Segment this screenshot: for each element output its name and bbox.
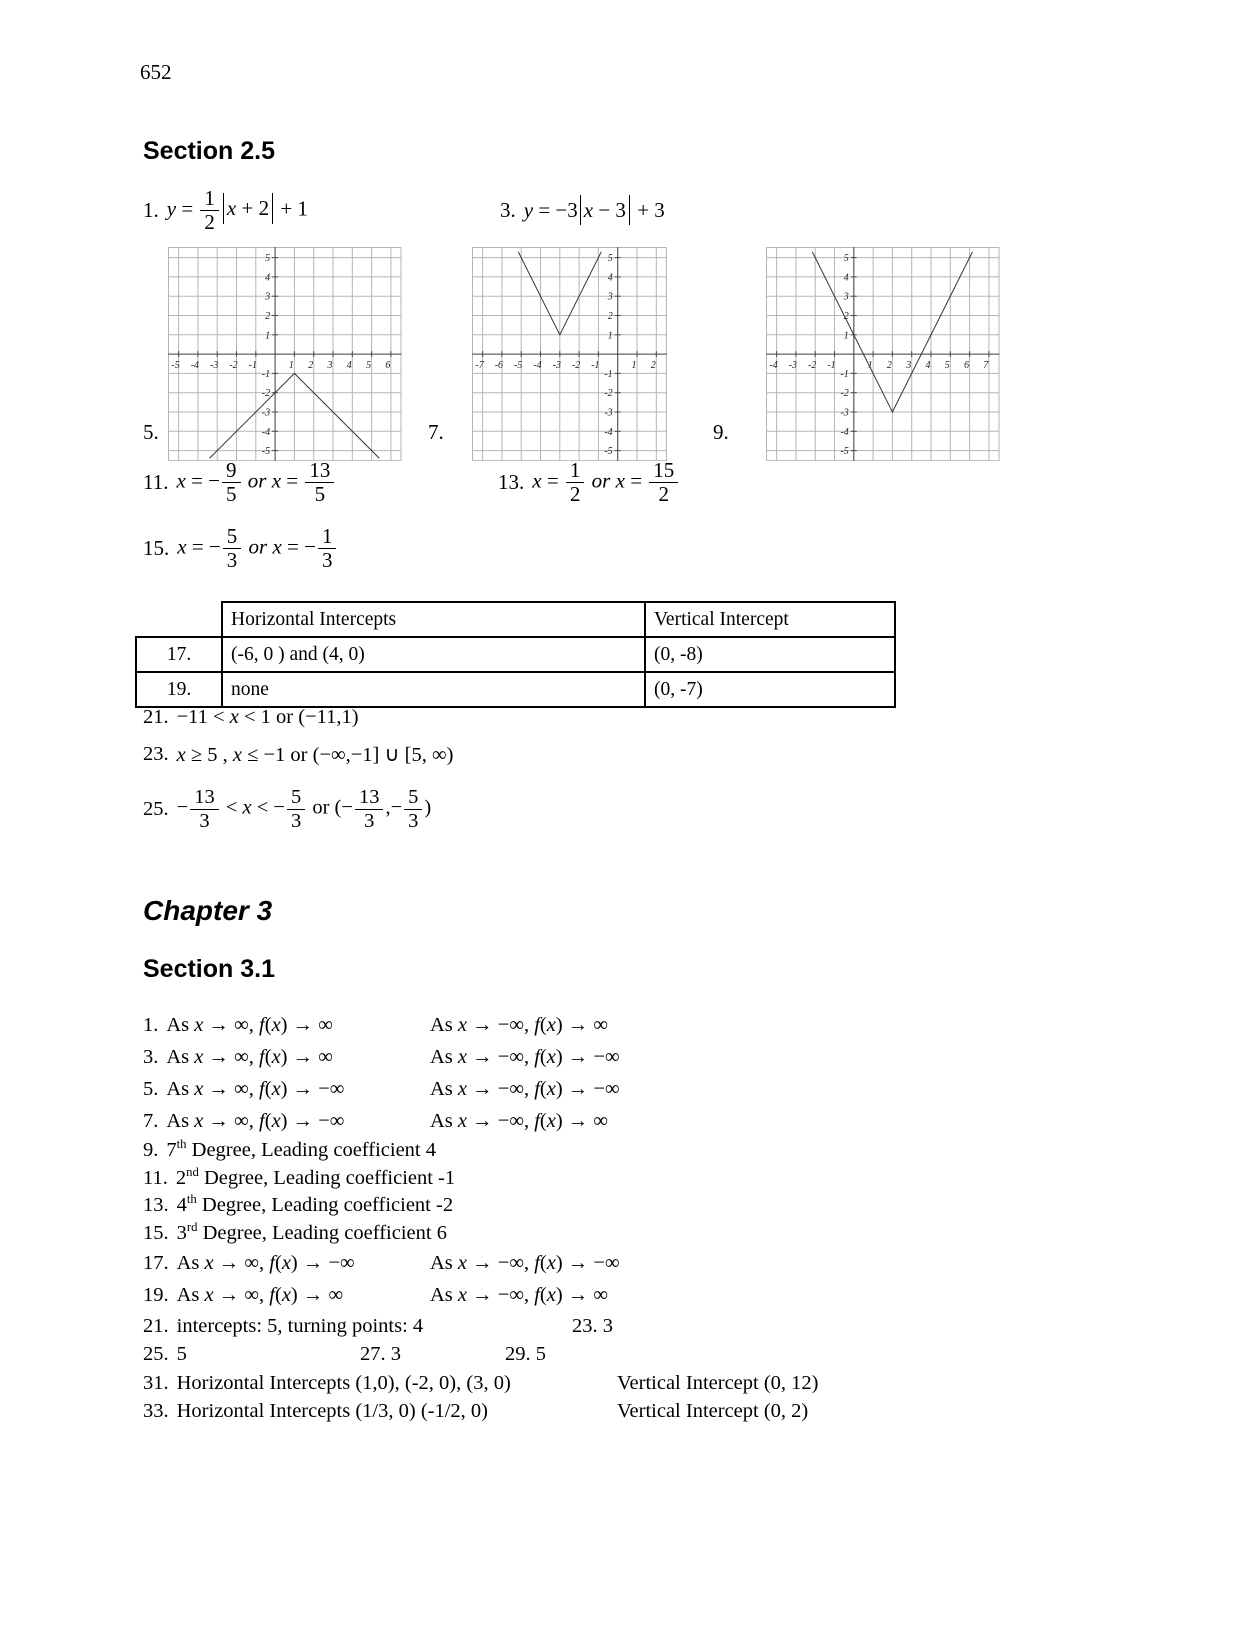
- problem-number: 25.: [143, 1342, 169, 1365]
- row-number: 19.: [136, 672, 222, 707]
- answer-23: [572, 1315, 613, 1338]
- limit-statement: As x → ∞, f(x) → −∞: [176, 1251, 355, 1274]
- problem-number: 31.: [143, 1371, 169, 1394]
- answer-line: [143, 1311, 613, 1341]
- graph-problem-5: [168, 247, 402, 466]
- svg-text:5: 5: [607, 253, 613, 265]
- svg-text:6: 6: [385, 360, 391, 372]
- page-number: 652: [140, 60, 172, 84]
- degree-statement: 4th Degree, Leading coefficient -2: [176, 1191, 454, 1216]
- section-3-1-heading: Section 3.1: [143, 955, 275, 983]
- limit-statement: As x → ∞, f(x) → −∞: [166, 1077, 345, 1100]
- answer-text: Horizontal Intercepts (1/3, 0) (-1/2, 0): [176, 1399, 489, 1422]
- svg-text:1: 1: [265, 330, 271, 342]
- svg-text:-1: -1: [591, 360, 600, 372]
- vertical-intercept-cell: (0, -7): [645, 672, 895, 707]
- problem-15-answer: [143, 516, 338, 580]
- problem-number: 5.: [143, 1077, 159, 1100]
- problem-25-answer: [143, 776, 431, 842]
- section-3-1-answers: [143, 1000, 1153, 1440]
- limit-statement: As x → ∞, f(x) → ∞: [166, 1045, 333, 1068]
- graph-label-7: 7.: [428, 420, 444, 444]
- problem-number: 9.: [143, 1138, 159, 1161]
- answer-27: [360, 1343, 401, 1366]
- svg-text:4: 4: [925, 360, 931, 372]
- svg-text:-1: -1: [248, 360, 257, 372]
- answer-line: [143, 1074, 620, 1104]
- equation: x = − $\frac{5}{3}$ or x = − $\frac{1}{3}$: [177, 525, 338, 571]
- svg-text:3: 3: [906, 360, 912, 372]
- vertical-intercept-text: Vertical Intercept (0, 2): [617, 1399, 809, 1422]
- svg-text:-4: -4: [533, 360, 542, 372]
- svg-text:1: 1: [607, 330, 613, 342]
- table-header-row: [136, 602, 895, 637]
- answer-line: [143, 1280, 609, 1310]
- degree-statement: 3rd Degree, Leading coefficient 6: [176, 1219, 447, 1244]
- chapter-3-heading: Chapter 3: [143, 895, 273, 926]
- problem-number: 11.: [143, 469, 169, 494]
- equation: x = $\frac{1}{2}$ or x = $\frac{15}{2}$: [532, 459, 680, 505]
- svg-text:1: 1: [288, 360, 294, 372]
- problem-number: 25.: [143, 797, 169, 820]
- section-2-5-heading: Section 2.5: [143, 137, 275, 165]
- svg-text:-1: -1: [604, 368, 613, 380]
- svg-text:-4: -4: [769, 360, 778, 372]
- answer-line: [143, 1248, 620, 1278]
- answer-line: [143, 1135, 436, 1165]
- problem-number: 11.: [143, 1166, 168, 1189]
- problem-13-answer: [498, 450, 680, 514]
- graph-problem-9: [766, 247, 1000, 466]
- problem-number: 3.: [500, 197, 516, 222]
- limit-statement: As x → ∞, f(x) → ∞: [166, 1013, 333, 1036]
- graph-problem-7: [472, 247, 667, 466]
- answer-line: [143, 1339, 546, 1369]
- answer-line: [143, 1010, 609, 1040]
- answer-line: [143, 1396, 809, 1426]
- svg-text:-1: -1: [261, 368, 271, 380]
- limit-statement: As x → −∞, f(x) → −∞: [430, 1045, 620, 1068]
- answer-line: [143, 1163, 455, 1193]
- empty-corner-cell: [136, 602, 222, 637]
- vertical-intercept-cell: (0, -8): [645, 637, 895, 672]
- equation: y = $\frac{1}{2}$ x + 2 + 1: [166, 185, 308, 234]
- problem-number: 21.: [143, 705, 169, 728]
- svg-text:-3: -3: [604, 407, 613, 419]
- svg-text:3: 3: [607, 291, 613, 303]
- answer-text: 3: [602, 1314, 613, 1337]
- problem-number: 13.: [498, 469, 525, 494]
- limit-statement: As x → −∞, f(x) → ∞: [430, 1013, 609, 1036]
- svg-text:-3: -3: [261, 407, 271, 419]
- answer-text: 5: [176, 1342, 187, 1365]
- degree-statement: 2nd Degree, Leading coefficient -1: [175, 1164, 456, 1189]
- svg-text:-3: -3: [840, 407, 849, 419]
- svg-text:-2: -2: [571, 360, 581, 372]
- svg-text:2: 2: [607, 310, 613, 322]
- problem-number: 17.: [143, 1251, 169, 1274]
- svg-text:-2: -2: [261, 388, 271, 400]
- answer-line: [143, 1190, 453, 1220]
- svg-text:-5: -5: [261, 446, 271, 458]
- problem-number: 3.: [143, 1045, 159, 1068]
- answer-text: Horizontal Intercepts (1,0), (-2, 0), (3, 0): [176, 1371, 511, 1394]
- inequality: −11 < x < 1 or (−11,1): [176, 705, 359, 728]
- problem-number: 23.: [143, 742, 169, 765]
- equation: x = − $\frac{9}{5}$ or x = $\frac{13}{5}$: [176, 459, 336, 505]
- svg-text:6: 6: [964, 360, 970, 372]
- svg-text:2: 2: [886, 360, 892, 372]
- svg-text:5: 5: [265, 253, 271, 265]
- graph-label-5: 5.: [143, 420, 159, 444]
- svg-text:-4: -4: [261, 426, 271, 438]
- svg-text:-3: -3: [210, 360, 219, 372]
- table-row: [136, 637, 895, 672]
- svg-text:2: 2: [843, 310, 849, 322]
- svg-text:-4: -4: [604, 426, 613, 438]
- problem-number: 15.: [143, 535, 170, 560]
- answer-line: [143, 1368, 819, 1398]
- column-header: Horizontal Intercepts: [222, 602, 645, 637]
- svg-text:-2: -2: [808, 360, 817, 372]
- limit-statement: As x → −∞, f(x) → ∞: [430, 1283, 609, 1306]
- answer-line: [143, 1042, 620, 1072]
- inequality: − $\frac{13}{3}$ < x < − $\frac{5}{3}$ or (− $\frac{13}{3}$ ,− $\frac{5}{3}$ ): [176, 786, 432, 832]
- answer-line: [143, 1218, 447, 1248]
- svg-text:5: 5: [944, 360, 950, 372]
- limit-statement: As x → −∞, f(x) → ∞: [430, 1109, 609, 1132]
- problem-23-answer: [143, 737, 453, 771]
- svg-text:-6: -6: [494, 360, 504, 372]
- problem-number: 13.: [143, 1193, 169, 1216]
- svg-text:5: 5: [366, 360, 372, 372]
- svg-text:4: 4: [265, 272, 271, 284]
- limit-statement: As x → −∞, f(x) → −∞: [430, 1251, 620, 1274]
- svg-text:3: 3: [327, 360, 333, 372]
- degree-statement: 7th Degree, Leading coefficient 4: [166, 1136, 436, 1161]
- problem-number: 7.: [143, 1109, 159, 1132]
- problem-number: 15.: [143, 1221, 169, 1244]
- horizontal-intercepts-cell: (-6, 0 ) and (4, 0): [222, 637, 645, 672]
- problem-number: 27.: [360, 1342, 386, 1365]
- svg-text:-5: -5: [171, 360, 180, 372]
- problem-number: 21.: [143, 1314, 169, 1337]
- answer-text: 3: [390, 1342, 401, 1365]
- svg-text:-2: -2: [604, 388, 613, 400]
- svg-text:2: 2: [265, 310, 271, 322]
- row-number: 17.: [136, 637, 222, 672]
- answer-text: intercepts: 5, turning points: 4: [176, 1314, 424, 1337]
- limit-statement: As x → −∞, f(x) → −∞: [430, 1077, 620, 1100]
- problem-number: 19.: [143, 1283, 169, 1306]
- svg-text:2: 2: [308, 360, 314, 372]
- svg-text:5: 5: [843, 253, 849, 265]
- svg-text:1: 1: [867, 360, 873, 372]
- svg-text:-2: -2: [840, 388, 849, 400]
- svg-text:7: 7: [983, 360, 989, 372]
- svg-text:-5: -5: [604, 446, 613, 458]
- problem-number: 23.: [572, 1314, 598, 1337]
- problem-number: 29.: [505, 1342, 531, 1365]
- graph-label-9: 9.: [713, 420, 729, 444]
- svg-text:-4: -4: [840, 426, 849, 438]
- problem-number: 1.: [143, 1013, 159, 1036]
- problem-21-answer: [143, 700, 359, 734]
- limit-statement: As x → ∞, f(x) → ∞: [176, 1283, 344, 1306]
- svg-text:4: 4: [843, 272, 849, 284]
- problem-1-answer: [143, 178, 308, 242]
- equation: y = −3 x − 3 + 3: [524, 195, 665, 225]
- problem-11-answer: [143, 450, 336, 514]
- answer-line: [143, 1106, 609, 1136]
- svg-text:4: 4: [346, 360, 352, 372]
- svg-text:-5: -5: [514, 360, 523, 372]
- answer-text: 5: [535, 1342, 546, 1365]
- svg-text:3: 3: [265, 291, 271, 303]
- limit-statement: As x → ∞, f(x) → −∞: [166, 1109, 345, 1132]
- svg-text:-1: -1: [840, 368, 849, 380]
- svg-text:1: 1: [631, 360, 637, 372]
- svg-text:1: 1: [843, 330, 849, 342]
- svg-text:-3: -3: [788, 360, 798, 372]
- svg-text:2: 2: [650, 360, 656, 372]
- svg-text:-1: -1: [827, 360, 836, 372]
- column-header: Vertical Intercept: [645, 602, 895, 637]
- svg-text:-4: -4: [190, 360, 200, 372]
- answer-29: [505, 1343, 546, 1366]
- svg-text:-2: -2: [229, 360, 238, 372]
- svg-text:-7: -7: [475, 360, 484, 372]
- vertical-intercept-text: Vertical Intercept (0, 12): [617, 1371, 819, 1394]
- problem-3-answer: [500, 178, 665, 242]
- horizontal-intercepts-cell: none: [222, 672, 645, 707]
- problem-number: 1.: [143, 197, 159, 222]
- svg-text:3: 3: [843, 291, 849, 303]
- svg-text:-3: -3: [552, 360, 561, 372]
- intercepts-table: [135, 601, 896, 708]
- svg-text:-5: -5: [840, 446, 849, 458]
- svg-text:4: 4: [607, 272, 613, 284]
- inequality: x ≥ 5 , x ≤ −1 or (−∞,−1] ∪ [5, ∞): [176, 743, 454, 766]
- problem-number: 33.: [143, 1399, 169, 1422]
